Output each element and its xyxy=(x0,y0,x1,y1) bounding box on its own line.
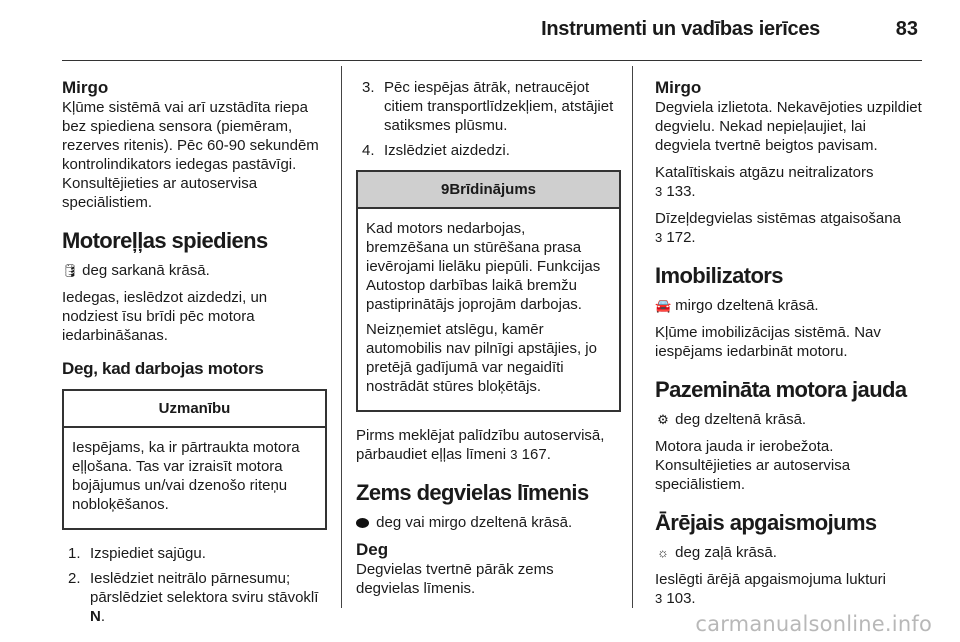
engine-power-icon: ⚙ xyxy=(657,412,669,427)
notice-title: Uzmanību xyxy=(64,391,325,428)
deg-label: Deg xyxy=(356,540,389,559)
reference-arrow-icon: 3 xyxy=(510,447,518,462)
exterior-light-text: Ieslēgti ārējā apgaismojuma lukturi 3 103. xyxy=(655,571,886,607)
list-item: 3. Pēc iespējas ātrāk, netraucējot citiem transportlīdzekļiem, atstājiet satiksmes plūsmu. xyxy=(362,79,614,134)
warning-box xyxy=(356,170,621,412)
page-reference[interactable]: 103. xyxy=(666,590,696,607)
warning-triangle-icon: 9 xyxy=(440,181,450,198)
mirgo-label-2: Mirgo xyxy=(655,78,702,97)
fuel-low-icon xyxy=(356,518,369,528)
catalyst-reference: Katalītiskais atgāzu neitralizators 3 133. xyxy=(655,164,874,200)
mirgo-text: Kļūme sistēmā vai arī uzstādīta riepa bez spiediena sensora (piemēram, rezerves ritenis). Pēc 60-90 sekundēm kontrolindikators iedegas pastāvīgi. Konsultējieties ar autoservisa speciālistiem. xyxy=(62,99,319,211)
exterior-light-icon: ☼ xyxy=(657,545,669,560)
warning-title: Brīdinājums xyxy=(449,181,537,198)
column-3 xyxy=(655,78,925,616)
oil-indicator-line xyxy=(62,261,327,280)
column-1 xyxy=(62,78,327,632)
exterior-light-heading: Ārējais apgaismojums xyxy=(655,510,877,535)
watermark: carmanualsonline.info xyxy=(695,612,932,636)
immobilizer-indicator-line: 🚘 mirgo dzeltenā krāsā. xyxy=(655,297,819,314)
exterior-light-indicator-line: ☼ deg zaļā krāsā. xyxy=(655,543,925,562)
warning-title-bar xyxy=(358,172,619,209)
notice-box xyxy=(62,389,327,530)
oil-can-icon: 🛢 xyxy=(62,263,79,278)
page-header-title: Instrumenti un vadības ierīces xyxy=(541,18,820,40)
immobilizer-icon: 🚘 xyxy=(655,298,672,313)
running-heading: Deg, kad darbojas motors xyxy=(62,359,264,378)
oil-indicator-text: deg sarkanā krāsā. xyxy=(82,262,210,279)
immobilizer-heading: Imobilizators xyxy=(655,263,783,288)
immobilizer-text: Kļūme imobilizācijas sistēmā. Nav iespējams iedarbināt motoru. xyxy=(655,324,881,360)
page-reference[interactable]: 133. xyxy=(666,183,696,200)
reference-arrow-icon: 3 xyxy=(655,184,663,199)
gear-n: N xyxy=(90,608,101,625)
deg-text: Degvielas tvertnē pārāk zems degvielas līmenis. xyxy=(356,561,554,597)
fuel-indicator-text: deg vai mirgo dzeltenā krāsā. xyxy=(376,514,573,531)
mirgo-text-2: Degviela izlietota. Nekavējoties uzpildiet degvielu. Nekad nepieļaujiet, lai degviela tvertnē beigtos pavisam. xyxy=(655,99,922,154)
list-item: 4. Izslēdziet aizdedzi. xyxy=(362,142,510,159)
column-divider-1 xyxy=(341,66,342,608)
reference-arrow-icon: 3 xyxy=(655,591,663,606)
notice-text: Iespējams, ka ir pārtraukta motora eļļošana. Tas var izraisīt motora bojājumus un/vai dzenošo riteņu nobloķēšanos. xyxy=(72,439,300,513)
list-item: 1. Izspiediet sajūgu. xyxy=(68,545,206,562)
engine-power-heading: Pazemināta motora jauda xyxy=(655,377,907,402)
oil-check-text: Pirms meklējat palīdzību autoservisā, pārbaudiet eļļas līmeni 3 167. xyxy=(356,427,605,463)
oil-description: Iedegas, ieslēdzot aizdedzi, un nodziest īsu brīdi pēc motora iedarbināšanas. xyxy=(62,289,268,344)
page-reference[interactable]: 172. xyxy=(666,229,696,246)
column-2 xyxy=(356,78,621,606)
oil-pressure-heading: Motoreļļas spiediens xyxy=(62,228,268,253)
steps-list-2 xyxy=(356,78,621,160)
engine-power-text: Motora jauda ir ierobežota. Konsultējieties ar autoservisa speciālistiem. xyxy=(655,438,851,493)
page-number: 83 xyxy=(895,18,918,40)
fuel-low-heading: Zems degvielas līmenis xyxy=(356,480,589,505)
fuel-indicator-line xyxy=(356,513,621,532)
reference-arrow-icon: 3 xyxy=(655,230,663,245)
column-divider-2 xyxy=(632,66,633,608)
mirgo-label: Mirgo xyxy=(62,78,109,97)
engine-power-indicator-line: ⚙ deg dzeltenā krāsā. xyxy=(655,410,925,429)
warning-paragraph-1: Kad motors nedarbojas, bremzēšana un stūrēšana prasa ievērojami lielāku piepūli. Funkcijas Autostop darbības laikā bremžu pastiprinātājs joprojām darbojas. xyxy=(366,220,601,313)
header-rule xyxy=(62,60,922,61)
steps-list-1 xyxy=(62,544,327,626)
page-reference[interactable]: 167. xyxy=(521,446,551,463)
warning-paragraph-2: Neizņemiet atslēgu, kamēr automobilis nav pilnīgi apstājies, jo pretējā gadījumā var negaidīti nostrādāt stūres bloķētājs. xyxy=(366,321,597,395)
list-item: 2. Ieslēdziet neitrālo pārnesumu; pārslēdziet selektora sviru stāvoklī N. xyxy=(68,570,319,625)
diesel-reference: Dīzeļdegvielas sistēmas atgaisošana 3 172. xyxy=(655,210,901,246)
